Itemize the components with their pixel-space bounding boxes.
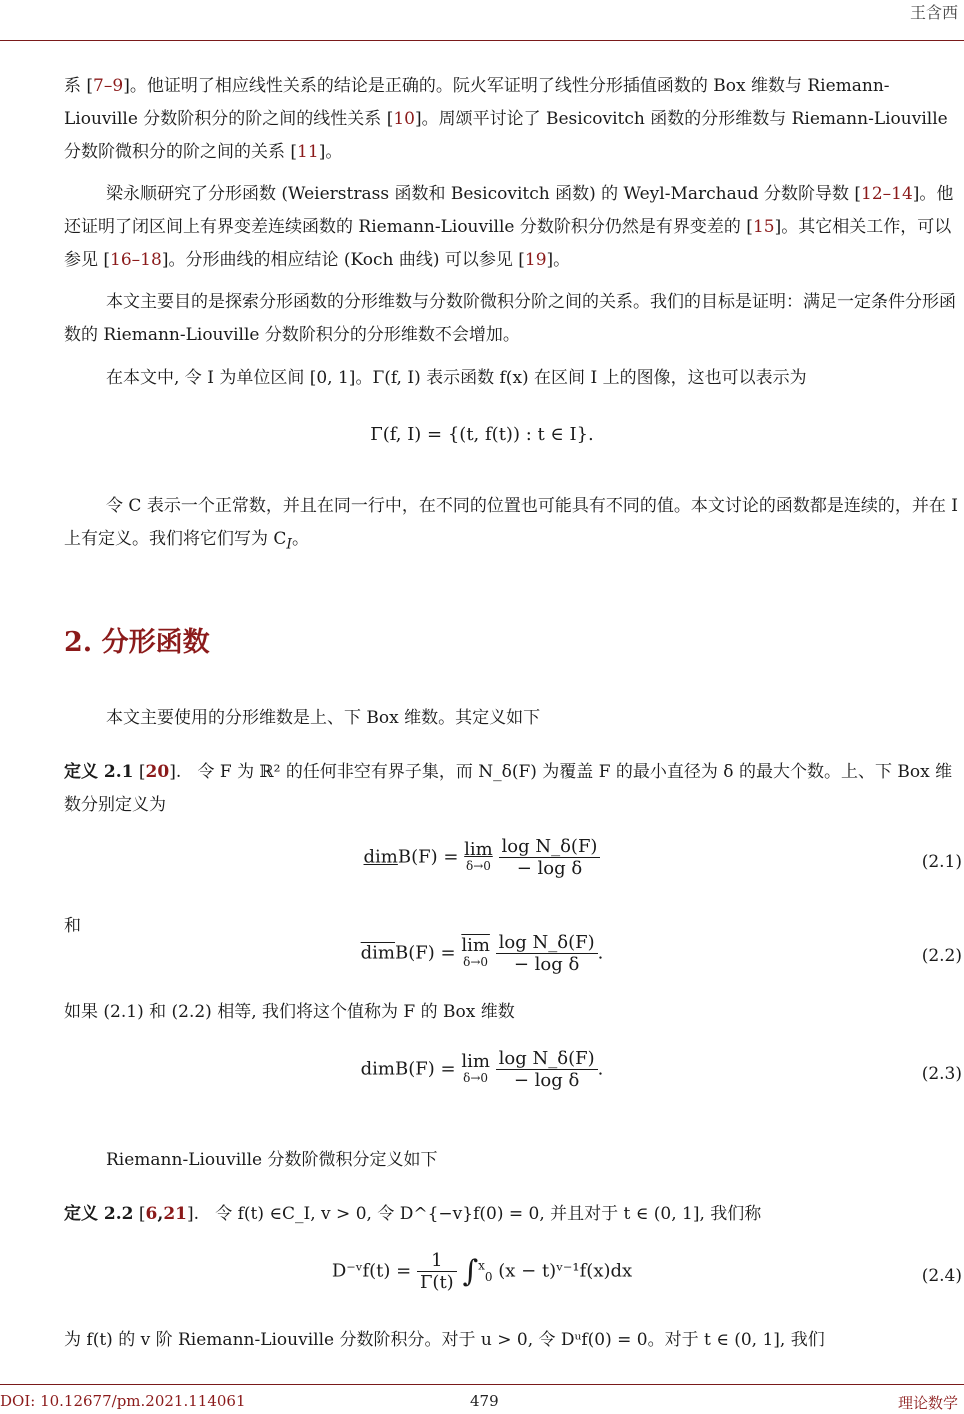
fraction (496, 1048, 598, 1091)
definition-label: 定义 2.2 (64, 1204, 134, 1224)
citation-link[interactable]: 19 (524, 250, 547, 270)
text: 梁永顺研究了分形函数 (Weierstrass 函数和 Besicovitch 函数) 的 Weyl-Marchaud 分数阶导数 [ (106, 184, 862, 204)
fraction (417, 1250, 457, 1293)
fraction (499, 836, 601, 879)
citation-link[interactable]: 12–14 (861, 184, 913, 204)
numerator: log N_δ(F) (499, 836, 601, 858)
citation-link[interactable]: 16–18 (110, 250, 162, 270)
text: ]。他证明了相应线性关系的结论是正确的。阮火军证明了线性分形插值函数的 Box 维数与 Riemann-Liouville 分数阶积分的阶之间的线性关系 [ (64, 76, 890, 129)
text: 。 (292, 529, 310, 549)
integrand: (x − t)ᵛ⁻¹f(x)dx (498, 1260, 633, 1282)
citation-link[interactable]: 7–9 (93, 76, 124, 96)
dim: dim (360, 1058, 396, 1080)
eq-lhs: D⁻ᵛf(t) = (331, 1260, 417, 1282)
paragraph-7: 如果 (2.1) 和 (2.2) 相等, 我们将这个值称为 F 的 Box 维数 (64, 1002, 515, 1022)
equation-number: (2.2) (921, 946, 962, 966)
lim-sub: δ→0 (463, 954, 489, 969)
limit (461, 1050, 490, 1086)
paragraph-3: 本文主要目的是探索分形函数的分形维数与分数阶微积分阶之间的关系。我们的目标是证明：满足一定条件分形函数的 Riemann-Liouville 分数阶积分的分形维数不会增加。 (64, 292, 956, 345)
integral-upper: x (478, 1258, 485, 1273)
lim-text: $\overline{lim}$ (461, 934, 490, 956)
eq-lhs: B(F) = (395, 942, 462, 964)
equation-number: (2.3) (921, 1064, 962, 1084)
limit (464, 838, 493, 874)
denominator: − log δ (516, 858, 583, 879)
numerator: log N_δ(F) (496, 1048, 598, 1070)
eq-lhs: B(F) = (395, 1058, 462, 1080)
definition-text: 令 F 为 ℝ² 的任何非空有界子集，而 N_δ(F) 为覆盖 F 的最小直径为 δ 的最大个数。上、下 Box 维数分别定义为 (64, 762, 953, 815)
paragraph-5 (64, 490, 960, 561)
doi-link[interactable]: DOI: 10.12677/pm.2021.114061 (0, 1392, 246, 1410)
and-word: 和 (64, 916, 81, 936)
text: 令 C 表示一个正常数，并且在同一行中，在不同的位置也可能具有不同的值。本文讨论的函数都是连续的，并在 I 上有定义。我们将它们写为 C (64, 496, 958, 549)
citation-link[interactable]: 11 (297, 142, 319, 162)
paragraph-1 (64, 70, 960, 169)
definition-text: 令 f(t) ∈C_I, v > 0, 令 D^{−v}f(0) = 0, 并且对于 t ∈ (0, 1], 我们称 (215, 1204, 762, 1224)
subscript: I (286, 536, 293, 553)
text: ]。 (546, 250, 571, 270)
definition-2-1: 定义 2.1 [20]. 令 F 为 ℝ² 的任何非空有界子集，而 N_δ(F) 为覆盖 F 的最小直径为 δ 的最大个数。上、下 Box 维数分别定义为 (64, 762, 953, 815)
lim-text: lim (461, 1050, 490, 1072)
header-rule (0, 40, 964, 41)
journal-name: 理论数学 (897, 1394, 958, 1412)
lim-text: lim (464, 838, 493, 860)
section-title: 2. 分形函数 (64, 627, 210, 658)
denominator: − log δ (513, 954, 580, 975)
lower-dim: dim (363, 846, 398, 868)
text: ]。 (318, 142, 343, 162)
numerator: 1 (417, 1250, 457, 1272)
numerator: log N_δ(F) (496, 932, 598, 954)
equation-graph: Γ(f, I) = {(t, f(t)) : t ∈ I}. (370, 424, 594, 445)
page-number: 479 (470, 1392, 499, 1410)
equation-2-3: dimB(F) = lim δ→0 $\frac{\text{log N\_δ(F)}}{\text{− log δ}}$ . (360, 1048, 604, 1091)
text: ]。他还证明了闭区间上有界变差连续函数的 Riemann-Liouville 分数阶积分仍然是有界变差的 [ (64, 184, 954, 237)
equation-2-4 (0, 1250, 964, 1293)
paragraph-4: 在本文中, 令 I 为单位区间 [0, 1]。Γ(f, I) 表示函数 f(x) 在区间 I 上的图像，这也可以表示为 (106, 368, 807, 388)
running-header-author: 王含西 (909, 3, 958, 22)
definition-label: 定义 2.1 (64, 762, 134, 782)
integral-lower: 0 (484, 1270, 493, 1285)
footer-rule (0, 1384, 964, 1385)
eq-lhs: B(F) = (397, 846, 465, 868)
denominator: − log δ (513, 1070, 580, 1091)
paragraph-8: Riemann-Liouville 分数阶微积分定义如下 (106, 1150, 438, 1170)
text: ]。其它相关工作，可以参见 [ (64, 217, 952, 270)
definition-2-2: 定义 2.2 [6,21]. 令 f(t) ∈C_I, v > 0, 令 D^{−v}f(0) = 0, 并且对于 t ∈ (0, 1], 我们称 (64, 1204, 762, 1224)
equation-number: (2.4) (921, 1266, 962, 1286)
equation-2-1 (0, 836, 964, 879)
citation-link[interactable]: 15 (752, 217, 775, 237)
integral-sign: ∫ (462, 1254, 479, 1289)
paragraph-6: 本文主要使用的分形维数是上、下 Box 维数。其定义如下 (106, 708, 541, 728)
paragraph-9: 为 f(t) 的 v 阶 Riemann-Liouville 分数阶积分。对于 u > 0, 令 Dᵘf(0) = 0。对于 t ∈ (0, 1], 我们 (64, 1330, 825, 1350)
citation-link[interactable]: 20 (145, 762, 170, 782)
citation-link[interactable]: 10 (393, 109, 415, 129)
lim-sub: δ→0 (466, 858, 491, 873)
fraction (496, 932, 598, 975)
text: ]。周颂平讨论了 Besicovitch 函数的分形维数与 Riemann-Liouville 分数阶微积分的阶之间的关系 [ (64, 109, 948, 162)
equation-number: (2.1) (921, 852, 962, 872)
text: ]。分形曲线的相应结论 (Koch 曲线) 可以参见 [ (161, 250, 525, 270)
text: 系 [ (64, 76, 94, 96)
lim-sub: δ→0 (463, 1070, 489, 1085)
citation-link[interactable]: 6 (145, 1204, 158, 1224)
upper-dim: $\overline{dim}$ (360, 942, 396, 964)
equation-2-2: $\overline{dim}B(F) = \overline{lim}$ δ→0 $\frac{\text{log N\_δ(F)}}{\text{− log δ}}$ . (360, 932, 604, 975)
denominator: Γ(t) (419, 1272, 454, 1293)
citation-link[interactable]: 21 (163, 1204, 187, 1224)
limit (461, 934, 490, 970)
paragraph-2 (64, 178, 960, 277)
